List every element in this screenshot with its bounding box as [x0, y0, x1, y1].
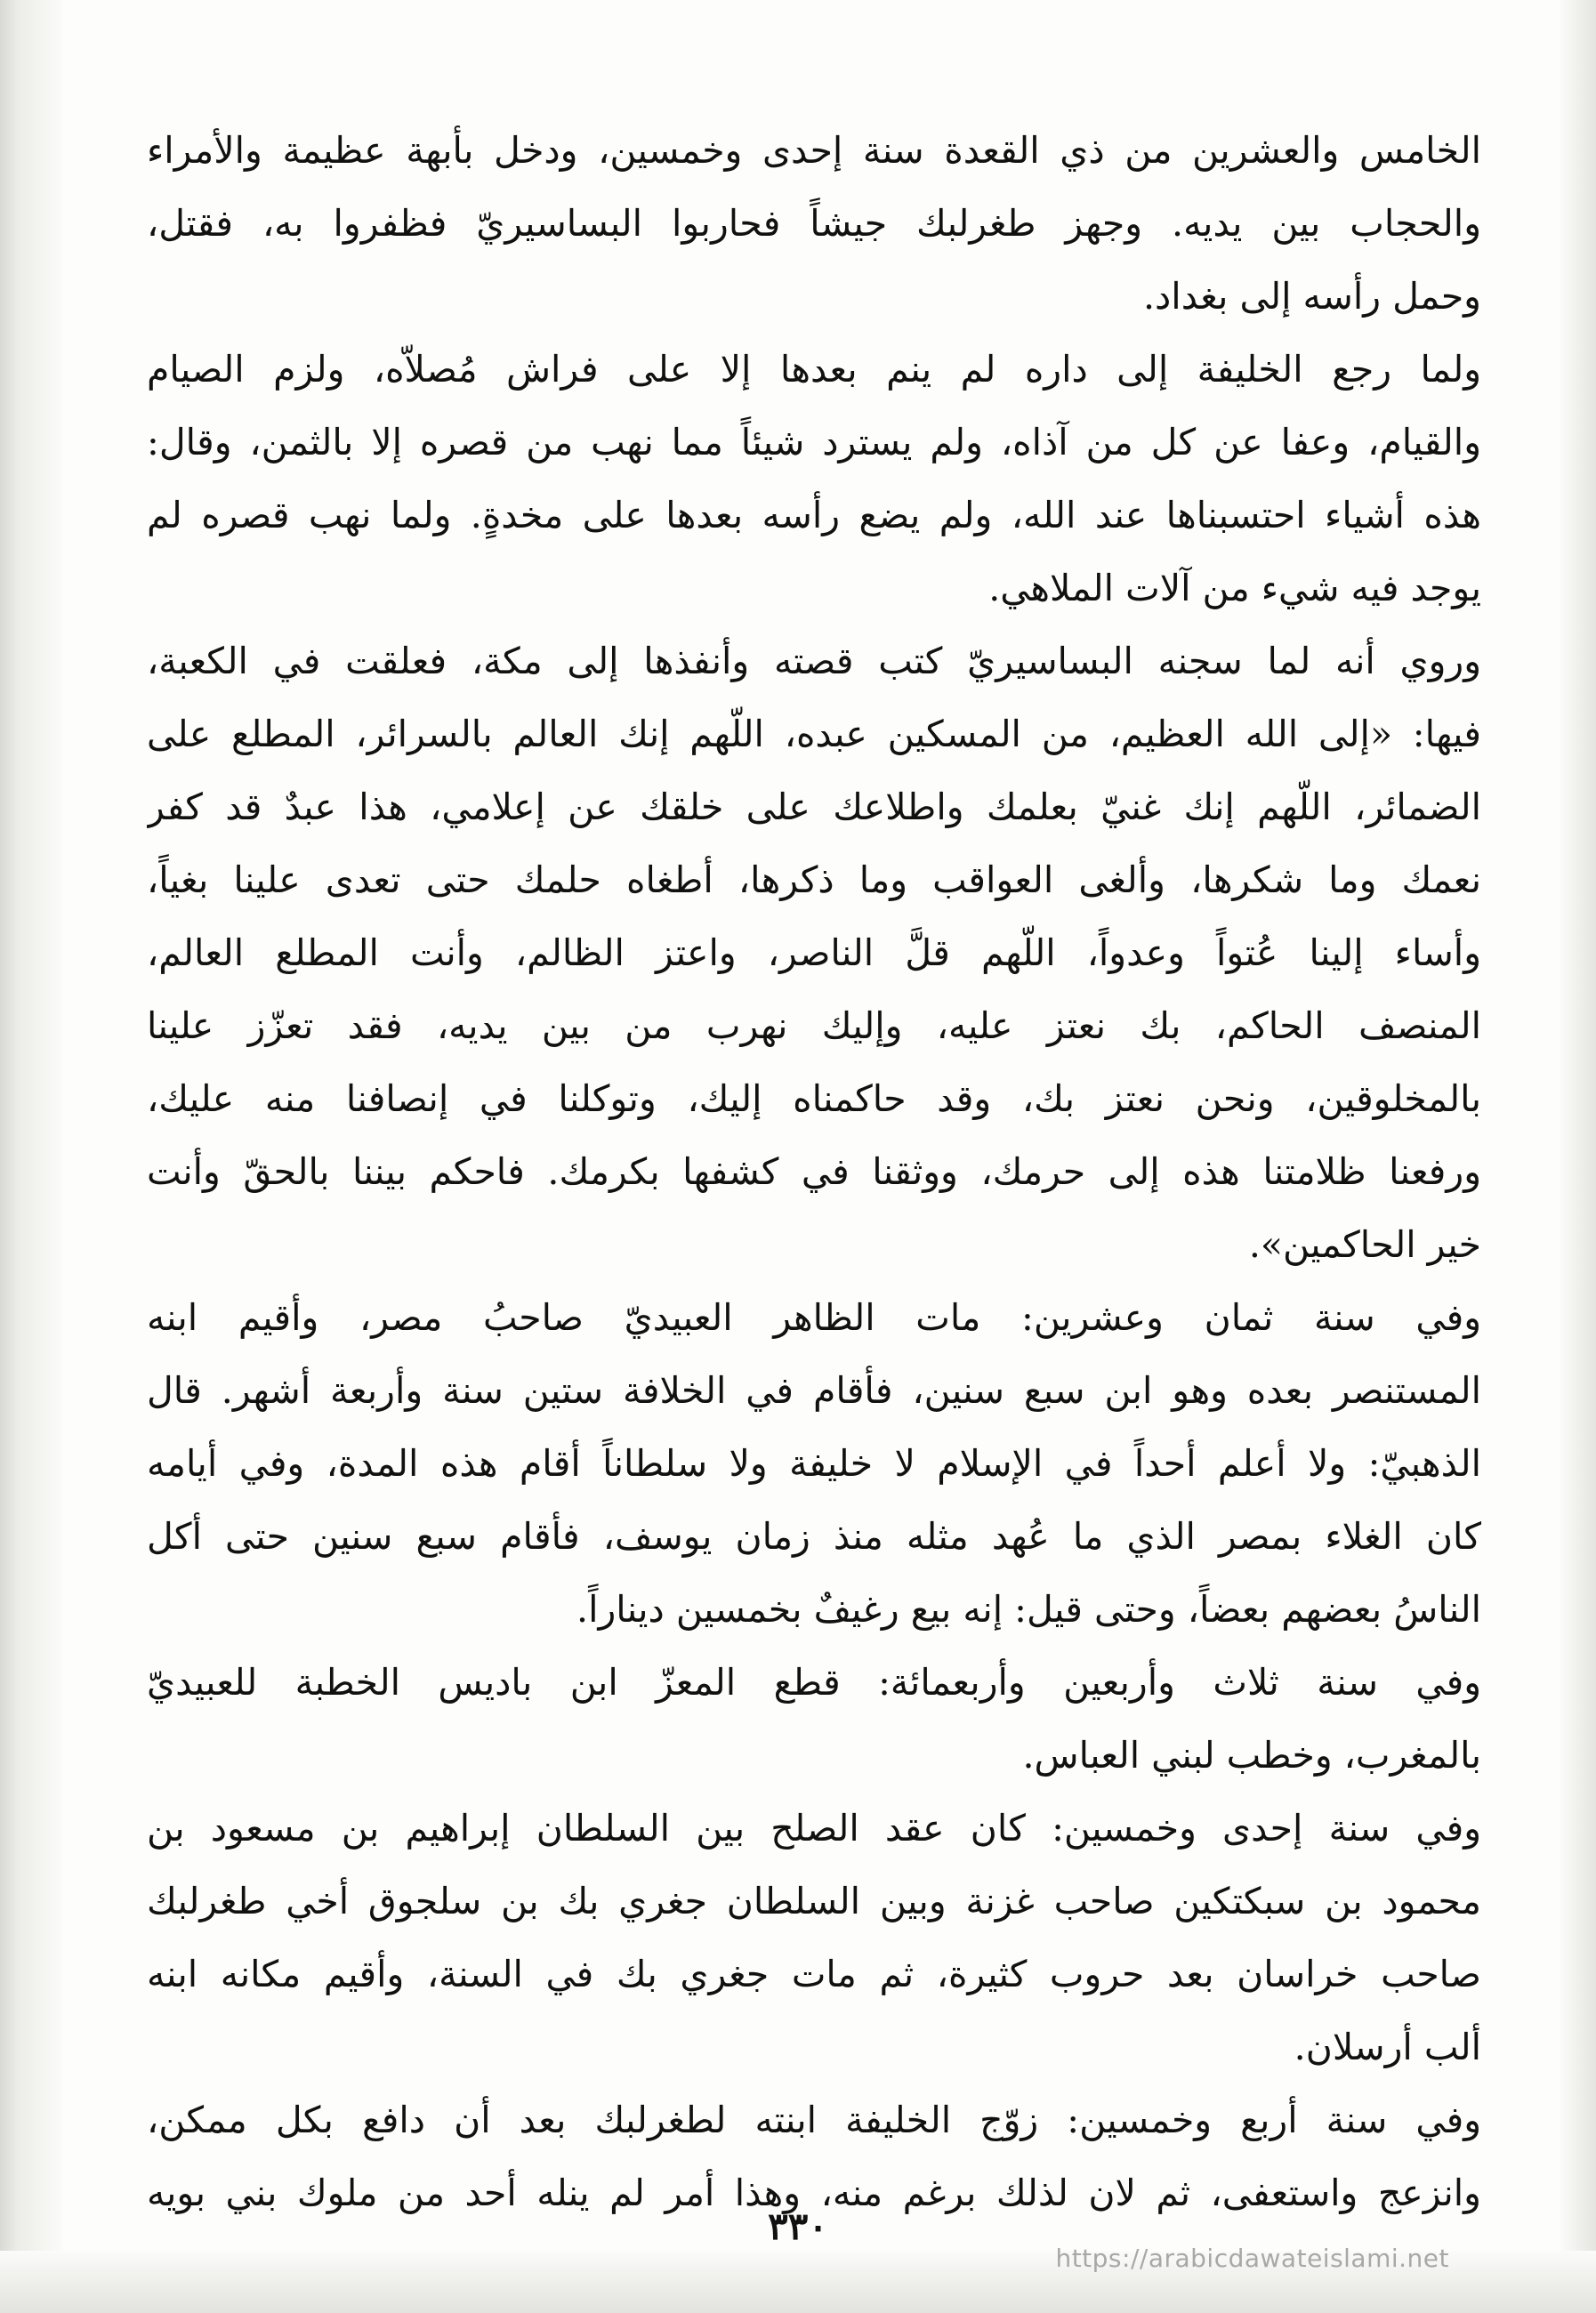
text-line: الضمائر، اللّهم إنك غنيّ بعلمك واطلاعك على خلقك عن إعلامي، هذا عبدٌ قد كفر [147, 786, 1481, 828]
text-line: ألب أرسلان. [1294, 2026, 1481, 2068]
text-line: بالمخلوقين، ونحن نعتز بك، وقد حاكمناه إليك، وتوكلنا في إنصافنا منه عليك، [147, 1077, 1481, 1120]
text-line: هذه أشياء احتسبناها عند الله، ولم يضع رأسه بعدها على مخدةٍ. ولما نهب قصره لم [147, 494, 1481, 536]
text-line: وحمل رأسه إلى بغداد. [1143, 275, 1481, 318]
text-line: صاحب خراسان بعد حروب كثيرة، ثم مات جغري بك في السنة، وأقيم مكانه ابنه [147, 1953, 1481, 1995]
text-line: ورفعنا ظلامتنا هذه إلى حرمك، ووثقنا في كشفها بكرمك. فاحكم بيننا بالحقّ وأنت [147, 1150, 1481, 1193]
text-line: فيها: «إلى الله العظيم، من المسكين عبده، اللّهم إنك العالم بالسرائر، المطلع على [147, 713, 1481, 755]
body-text [147, 114, 1481, 2229]
text-line: وانزعج واستعفى، ثم لان لذلك برغم منه، وهذا أمر لم ينله أحد من ملوك بني بويه [147, 2172, 1481, 2214]
text-line: كان الغلاء بمصر الذي ما عُهد مثله منذ زمان يوسف، فأقام سبع سنين حتى أكل [147, 1515, 1481, 1558]
text-line: بالمغرب، وخطب لبني العباس. [1022, 1734, 1481, 1777]
text-line: وأساء إلينا عُتواً وعدواً، اللّهم قلَّ الناصر، واعتز الظالم، وأنت المطلع العالم، [147, 931, 1481, 974]
page-number: ٣٣٠ [768, 2204, 828, 2248]
text-line: وفي سنة أربع وخمسين: زوّج الخليفة ابنته لطغرلبك بعد أن دافع بكل ممكن، [147, 2099, 1481, 2141]
text-line: وفي سنة ثمان وعشرين: مات الظاهر العبيديّ صاحبُ مصر، وأقيم ابنه [147, 1296, 1481, 1339]
text-line: الناسُ بعضهم بعضاً، وحتى قيل: إنه بيع رغيفٌ بخمسين ديناراً. [576, 1588, 1481, 1631]
scan-shadow-left [0, 0, 62, 2313]
text-line: يوجد فيه شيء من آلات الملاهي. [988, 567, 1481, 609]
text-line: وروي أنه لما سجنه البساسيريّ كتب قصته وأنفذها إلى مكة، فعلقت في الكعبة، [147, 640, 1481, 682]
text-line: الذهبيّ: ولا أعلم أحداً في الإسلام لا خليفة ولا سلطاناً أقام هذه المدة، وفي أيامه [147, 1442, 1481, 1485]
text-line: المستنصر بعده وهو ابن سبع سنين، فأقام في الخلافة ستين سنة وأربعة أشهر. قال [147, 1369, 1481, 1412]
text-line: خير الحاكمين». [1248, 1223, 1481, 1266]
text-line: الخامس والعشرين من ذي القعدة سنة إحدى وخمسين، ودخل بأبهة عظيمة والأمراء [147, 129, 1481, 172]
text-line: وفي سنة إحدى وخمسين: كان عقد الصلح بين السلطان إبراهيم بن مسعود بن [147, 1807, 1481, 1850]
scan-shadow-right [1560, 0, 1596, 2313]
text-line: والحجاب بين يديه. وجهز طغرلبك جيشاً فحاربوا البساسيريّ فظفروا به، فقتل، [147, 202, 1481, 245]
text-line: المنصف الحاكم، بك نعتز عليه، وإليك نهرب من بين يديه، فقد تعزّز علينا [147, 1004, 1481, 1047]
text-line: والقيام، وعفا عن كل من آذاه، ولم يسترد شيئاً مما نهب من قصره إلا بالثمن، وقال: [147, 421, 1481, 463]
text-line: وفي سنة ثلاث وأربعين وأربعمائة: قطع المعزّ ابن باديس الخطبة للعبيديّ [147, 1661, 1481, 1704]
website-watermark: https://arabicdawateislami.net [1055, 2244, 1449, 2273]
text-line: محمود بن سبكتكين صاحب غزنة وبين السلطان جغري بك بن سلجوق أخي طغرلبك [147, 1880, 1481, 1922]
text-line: نعمك وما شكرها، وألغى العواقب وما ذكرها، أطغاه حلمك حتى تعدى علينا بغياً، [147, 858, 1481, 901]
text-line: ولما رجع الخليفة إلى داره لم ينم بعدها إلا على فراش مُصلاّه، ولزم الصيام [147, 348, 1481, 391]
